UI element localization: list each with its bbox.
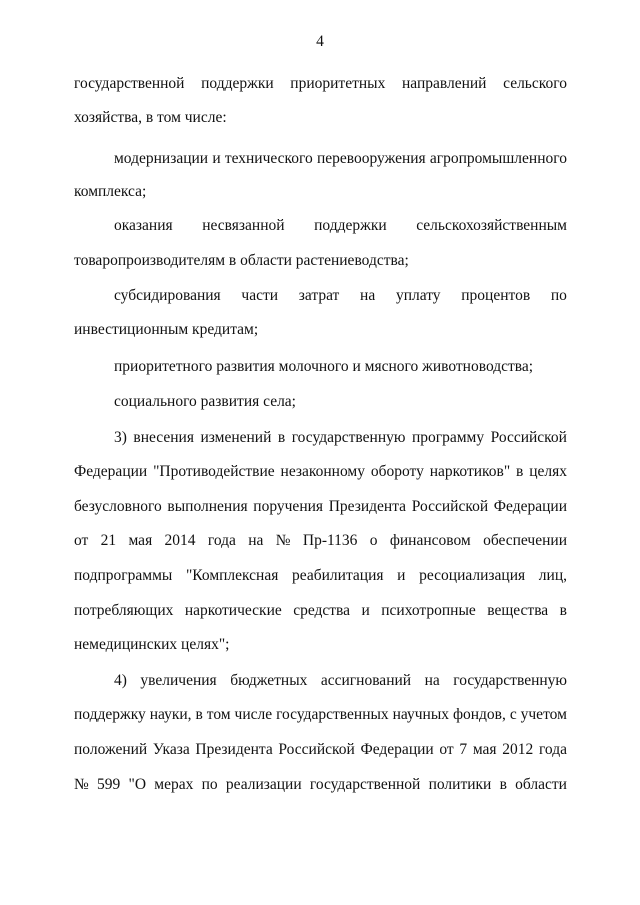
text-line: хозяйства, в том числе: (74, 109, 227, 126)
text-line: комплекса; (74, 183, 147, 200)
word: от (74, 532, 89, 549)
word: 7 (459, 741, 468, 758)
word: поддержки (201, 75, 274, 92)
text-line (114, 671, 567, 691)
word: ресоциализация (419, 567, 526, 584)
word: и (397, 567, 406, 584)
word: Российской (411, 498, 489, 515)
word: Указа (152, 741, 190, 758)
word: ассигнований (320, 672, 412, 689)
text-line (114, 149, 567, 169)
word: сельского (503, 75, 567, 92)
word: № (275, 532, 291, 549)
word: в (559, 602, 567, 619)
word: государственной (74, 75, 185, 92)
text-line (74, 566, 567, 586)
word: приоритетных (290, 75, 386, 92)
word: части (241, 287, 279, 304)
word: реабилитация (292, 567, 384, 584)
word: государственных (276, 706, 389, 723)
word: уплату (395, 287, 441, 304)
word: обеспечении (483, 532, 567, 549)
word: финансовом (389, 532, 471, 549)
word: поддержку (74, 706, 146, 723)
word: науки, (149, 706, 192, 723)
word: научных (392, 706, 450, 723)
word: в (516, 463, 524, 480)
word: лиц, (538, 567, 567, 584)
text-line (74, 462, 567, 482)
text-line: социального развития села; (114, 393, 296, 410)
word: программу (411, 429, 485, 446)
word: на (248, 532, 264, 549)
word: с (509, 706, 517, 723)
word: 2014 (164, 532, 196, 549)
word: том (206, 706, 231, 723)
text-line (74, 705, 567, 725)
word: № (74, 776, 89, 793)
word: сельскохозяйственным (416, 217, 567, 234)
word: области (515, 776, 567, 793)
word: 3) (114, 429, 127, 446)
word: Пр-1136 (302, 532, 358, 549)
word: фондов, (452, 706, 506, 723)
word: субсидирования (114, 287, 221, 304)
word: "О (128, 776, 147, 793)
word: средства (293, 602, 351, 619)
word: вещества (487, 602, 549, 619)
text-line (74, 497, 567, 517)
word: 21 (100, 532, 117, 549)
word: и (212, 150, 221, 167)
page-number: 4 (316, 33, 324, 50)
text-line (114, 428, 567, 448)
word: мая (472, 741, 497, 758)
word: учетом (520, 706, 567, 723)
word: положений (74, 741, 148, 758)
word: государственную (291, 429, 406, 446)
text-line (74, 74, 567, 94)
word: выполнения (167, 498, 248, 515)
word: Федерации (493, 498, 567, 515)
word: 4) (114, 672, 127, 689)
text-line: инвестиционным кредитам; (74, 321, 259, 338)
word: реализации (225, 776, 302, 793)
word: Российской (490, 429, 567, 446)
word: Российской (278, 741, 355, 758)
text-line (114, 286, 567, 306)
word: поручения (253, 498, 324, 515)
word: процентов (461, 287, 531, 304)
word: на (424, 672, 440, 689)
word: Федерации (74, 463, 148, 480)
word: числе (234, 706, 273, 723)
word: 2012 (502, 741, 534, 758)
word: изменений (200, 429, 272, 446)
word: на (360, 287, 376, 304)
word: наркотиков" (429, 463, 511, 480)
word: "Противодействие (153, 463, 275, 480)
word: бюджетных (230, 672, 308, 689)
word: политики (428, 776, 492, 793)
word: от (439, 741, 454, 758)
word: психотропные (381, 602, 476, 619)
word: Федерации (360, 741, 434, 758)
text-line (74, 775, 567, 795)
word: государственной (309, 776, 421, 793)
word: оказания (114, 217, 173, 234)
word: по (550, 287, 567, 304)
word: года (538, 741, 567, 758)
word: года (207, 532, 236, 549)
word: о (369, 532, 378, 549)
word: модернизации (114, 150, 209, 167)
word: потребляющих (74, 602, 174, 619)
word: направлений (401, 75, 487, 92)
text-line (74, 740, 567, 760)
word: обороту (370, 463, 424, 480)
text-line (114, 216, 567, 236)
text-line: приоритетного развития молочного и мясного животноводства; (114, 358, 534, 375)
word: целях (529, 463, 567, 480)
word: агропромышленного (429, 150, 567, 167)
word: государственную (453, 672, 567, 689)
word: Президента (195, 741, 273, 758)
word: Президента (328, 498, 407, 515)
word: безусловного (74, 498, 162, 515)
word: в (277, 429, 286, 446)
word: "Комплексная (185, 567, 279, 584)
word: мерах (154, 776, 194, 793)
word: в (499, 776, 507, 793)
word: мая (128, 532, 153, 549)
word: поддержки (314, 217, 387, 234)
word: внесения (133, 429, 194, 446)
text-line (74, 531, 567, 551)
word: 599 (97, 776, 121, 793)
word: несвязанной (202, 217, 285, 234)
word: наркотические (184, 602, 282, 619)
text-line (74, 601, 567, 621)
word: подпрограммы (74, 567, 173, 584)
word: увеличения (140, 672, 217, 689)
word: незаконному (280, 463, 365, 480)
word: технического (224, 150, 313, 167)
word: и (361, 602, 370, 619)
word: затрат (298, 287, 340, 304)
text-line: немедицинских целях"; (74, 636, 230, 653)
word: перевооружения (316, 150, 426, 167)
word: в (195, 706, 203, 723)
word: по (201, 776, 218, 793)
text-line: товаропроизводителям в области растениеводства; (74, 252, 409, 269)
